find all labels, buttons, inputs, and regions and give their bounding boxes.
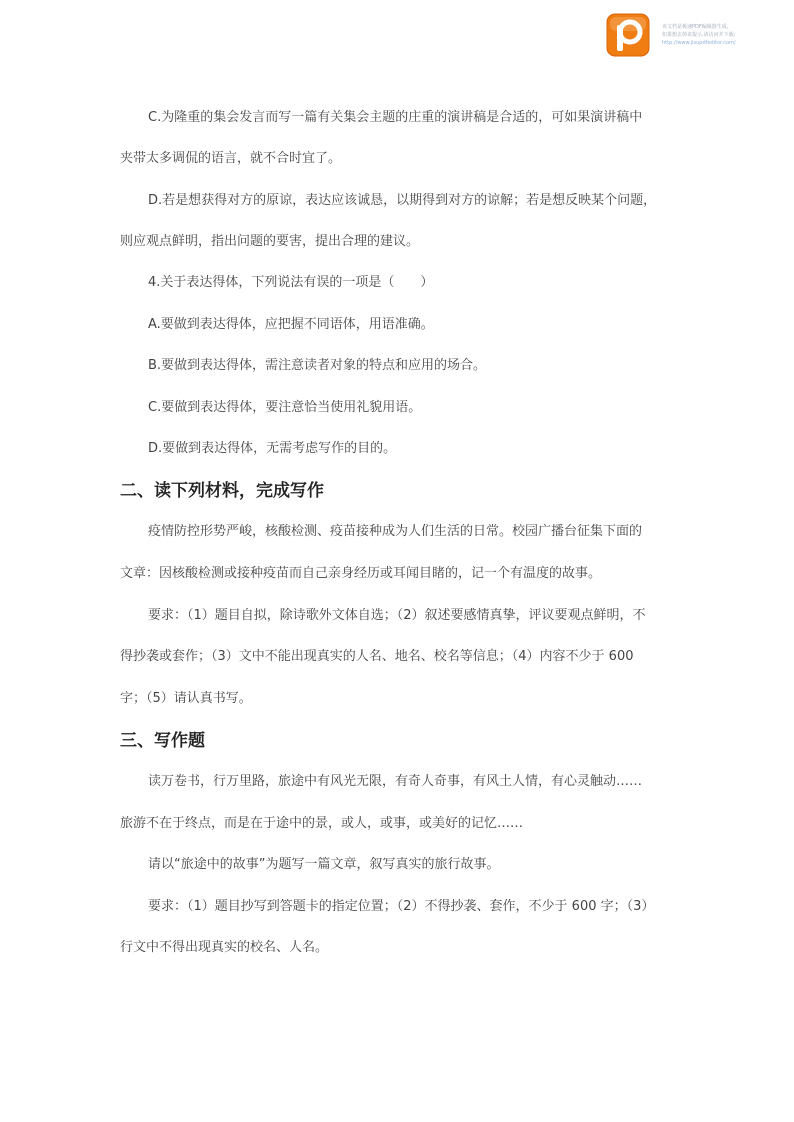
section-3-heading: 三、写作题 bbox=[120, 731, 205, 751]
section-2-requirements-line-2: 得抄袭或套作；（3）文中不能出现真实的人名、地名、校名等信息；（4）内容不少于 600 bbox=[120, 649, 634, 664]
option-c-line-1: C.为隆重的集会发言而写一篇有关集会主题的庄重的演讲稿是合适的，可如果演讲稿中 bbox=[148, 110, 643, 125]
section-2-material-line-1: 疫情防控形势严峻，核酸检测、疫苗接种成为人们生活的日常。校园广播台征集下面的 bbox=[148, 524, 643, 539]
section-3-material-line-1: 读万卷书，行万里路，旅途中有风光无限，有奇人奇事，有风土人情，有心灵触动…… bbox=[148, 774, 643, 789]
option-d-line-1: D.若是想获得对方的原谅，表达应该诚恳，以期得到对方的谅解；若是想反映某个问题， bbox=[148, 193, 657, 208]
section-3-requirements-line-1: 要求：（1）题目抄写到答题卡的指定位置；（2）不得抄袭、套作，不少于 600 字；（3） bbox=[148, 899, 655, 914]
watermark-url: http://www.jisupdfeditor.com/ bbox=[662, 40, 736, 46]
option-d-line-2: 则应观点鲜明，指出问题的要害，提出合理的建议。 bbox=[120, 234, 420, 249]
section-3-material-line-2: 旅游不在于终点，而是在于途中的景，或人，或事，或美好的记忆…… bbox=[120, 816, 524, 831]
question-4-option-c: C.要做到表达得体，要注意恰当使用礼貌用语。 bbox=[148, 400, 422, 415]
question-4-option-b: B.要做到表达得体，需注意读者对象的特点和应用的场合。 bbox=[148, 358, 487, 373]
question-4: 4.关于表达得体，下列说法有误的一项是（ ） bbox=[148, 275, 434, 290]
question-4-option-a: A.要做到表达得体，应把握不同语体，用语准确。 bbox=[148, 317, 434, 332]
section-2-requirements-line-1: 要求：（1）题目自拟，除诗歌外文体自选；（2）叙述要感情真挚，评议要观点鲜明，不 bbox=[148, 608, 646, 623]
question-4-option-d: D.要做到表达得体，无需考虑写作的目的。 bbox=[148, 441, 397, 456]
section-2-material-line-2: 文章：因核酸检测或接种疫苗而自己亲身经历或耳闻目睹的，记一个有温度的故事。 bbox=[120, 566, 602, 581]
pdf-editor-logo bbox=[606, 13, 650, 57]
section-3-prompt: 请以“旅途中的故事”为题写一篇文章，叙写真实的旅行故事。 bbox=[148, 857, 500, 872]
watermark-line-2: 如果想去掉该提示,请访问并下载: bbox=[662, 32, 736, 38]
watermark-notice bbox=[662, 23, 790, 47]
section-2-requirements-line-3: 字；（5）请认真书写。 bbox=[120, 691, 252, 706]
watermark-line-1: 该文档是极速PDF编辑器生成, bbox=[662, 24, 729, 30]
section-2-heading: 二、读下列材料，完成写作 bbox=[120, 481, 324, 501]
section-3-requirements-line-2: 行文中不得出现真实的校名、人名。 bbox=[120, 940, 329, 955]
option-c-line-2: 夹带太多调侃的语言，就不合时宜了。 bbox=[120, 151, 342, 166]
